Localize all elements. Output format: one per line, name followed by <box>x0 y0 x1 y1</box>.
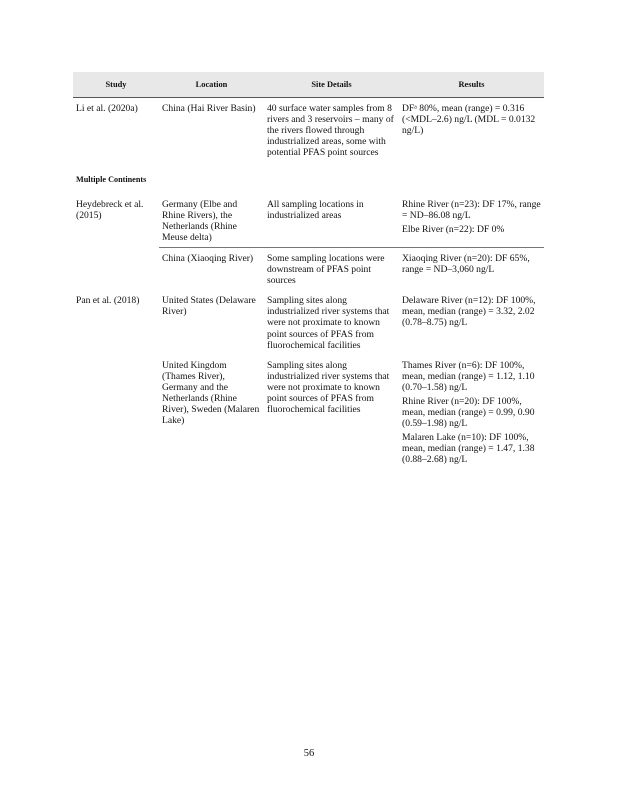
cell-results <box>399 355 544 473</box>
section-label: Multiple Continents <box>76 175 147 185</box>
result-line: Rhine River (n=23): DF 17%, range = ND–86.08 ng/L <box>402 198 541 221</box>
result-line: Rhine River (n=20): DF 100%, mean, median (range) = 0.99, 0.90 (0.59–1.98) ng/L <box>402 395 535 430</box>
cell-results <box>399 290 544 354</box>
result-line: DFᵃ 80%, mean (range) = 0.316 (<MDL–2.6) ng/L (MDL = 0.0132 ng/L) <box>402 103 536 137</box>
cell-site-details: Some sampling locations were downstream of PFAS point sources <box>267 252 385 287</box>
results-table <box>73 72 544 473</box>
header-location: Location <box>159 72 264 98</box>
cell-location: Germany (Elbe and Rhine Rivers), the Netherlands (Rhine Meuse delta) <box>159 194 264 248</box>
cell-study <box>73 355 159 473</box>
table-row <box>73 355 544 473</box>
cell-location: United Kingdom (Thames River), Germany and the Netherlands (Rhine River), Sweden (Malaren Lake) <box>162 359 260 427</box>
cell-site-details: Sampling sites along industrialized river systems that were not proximate to known point sources of PFAS from fluorochemical facilities <box>267 359 390 416</box>
header-site-details: Site Details <box>264 72 399 98</box>
cell-results <box>399 98 544 163</box>
cell-study: Pan et al. (2018) <box>76 295 140 307</box>
cell-site-details: 40 surface water samples from 8 rivers and 3 reservoirs – many of the rivers flowed through industrialized areas, some with potential PFAS point sources <box>267 103 394 159</box>
cell-site-details: All sampling locations in industrialized areas <box>264 194 399 248</box>
result-line: Thames River (n=6): DF 100%, mean, median (range) = 1.12, 1.10 (0.70–1.58) ng/L <box>402 359 535 393</box>
cell-study: Heydebreck et al. (2015) <box>76 198 144 221</box>
cell-study: Li et al. (2020a) <box>76 103 138 114</box>
cell-study <box>73 247 159 290</box>
cell-results <box>399 194 544 248</box>
table-row <box>73 98 544 163</box>
table-row <box>73 194 544 248</box>
cell-results <box>399 247 544 290</box>
cell-location: China (Hai River Basin) <box>162 103 256 114</box>
cell-site-details: Sampling sites along industrialized river systems that were not proximate to known point sources of PFAS from fluorochemical facilities <box>267 295 390 351</box>
cell-location: United States (Delaware River) <box>162 295 256 318</box>
cell-location: China (Xiaoqing River) <box>162 252 254 264</box>
result-line: Delaware River (n=12): DF 100%, mean, median (range) = 3.32, 2.02 (0.78–8.75) ng/L <box>402 295 536 329</box>
result-line: Malaren Lake (n=10): DF 100%, mean, median (range) = 1.47, 1.38 (0.88–2.68) ng/L <box>402 432 535 466</box>
table-header <box>73 72 544 98</box>
section-row <box>73 162 544 193</box>
table-row <box>73 290 544 354</box>
result-line: Xiaoqing River (n=20): DF 65%, range = ND–3,060 ng/L <box>402 252 530 276</box>
header-results: Results <box>399 72 544 98</box>
result-line: Elbe River (n=22): DF 0% <box>402 223 505 235</box>
table-row <box>73 247 544 290</box>
header-study: Study <box>73 72 159 98</box>
page-number: 56 <box>303 748 315 759</box>
